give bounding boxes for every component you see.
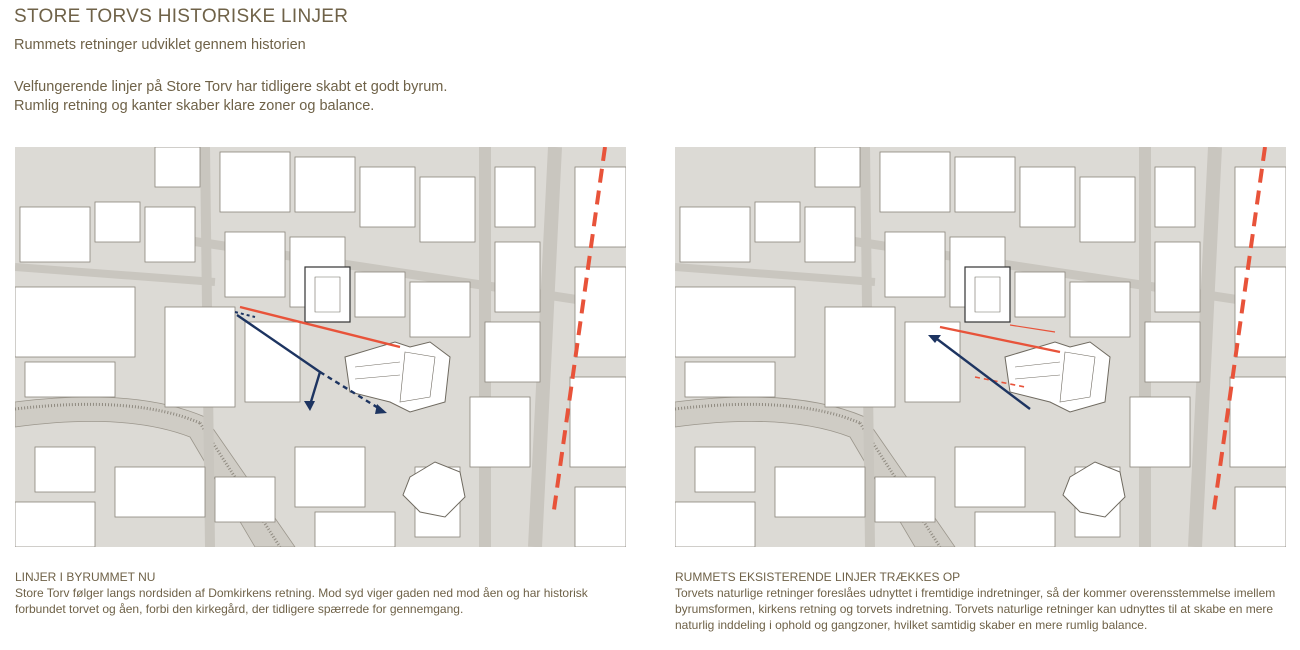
map-proposed-lines bbox=[675, 147, 1286, 547]
page-subtitle: Rummets retninger udviklet gennem historien bbox=[14, 37, 306, 53]
page-title: STORE TORVS HISTORISKE LINJER bbox=[14, 6, 349, 27]
caption-current bbox=[15, 569, 630, 617]
courtyard-building bbox=[965, 267, 1010, 322]
intro-text bbox=[14, 78, 447, 116]
caption-proposed-text: Torvets naturlige retninger foreslåes udnyttet i fremtidige indretninger, så der kommer overensstemmelse imellem byrumsformen, kirkens retning og torvets indretning. Torvets naturlige retninger kan udnyttes til at skabe en mere naturlig inddeling i ophold og gangzoner, hvilket samtidig skaber en mere rumlig balance. bbox=[675, 586, 1276, 632]
courtyard-building bbox=[305, 267, 350, 322]
intro-line-2: Rumlig retning og kanter skaber klare zoner og balance. bbox=[14, 98, 375, 114]
intro-line-1: Velfungerende linjer på Store Torv har tidligere skabt et godt byrum. bbox=[14, 79, 448, 95]
map-current-lines bbox=[15, 147, 626, 547]
caption-proposed-heading: RUMMETS EKSISTERENDE LINJER TRÆKKES OP bbox=[675, 570, 961, 584]
caption-current-text: Store Torv følger langs nordsiden af Domkirkens retning. Mod syd viger gaden ned mod åen og har historisk forbundet torvet og åen, forbi den kirkegård, der tidligere spærrede for gennemgang. bbox=[15, 586, 588, 616]
caption-current-heading: LINJER I BYRUMMET NU bbox=[15, 570, 156, 584]
caption-proposed bbox=[675, 569, 1287, 633]
